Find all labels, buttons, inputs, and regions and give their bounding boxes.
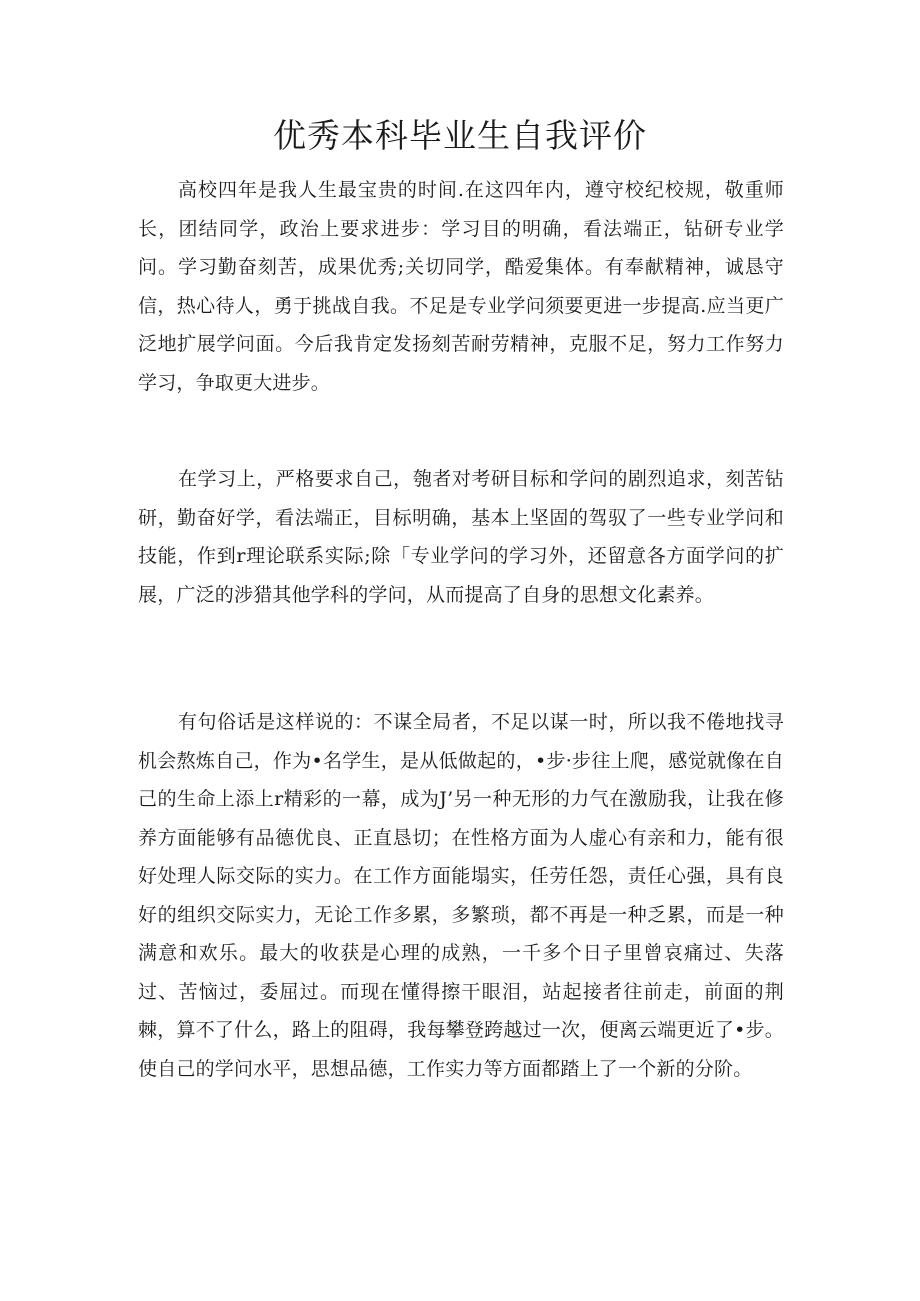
paragraph-1: 高校四年是我人生最宝贵的时间.在这四年内，遵守校纪校规，敬重师长，团结同学，政治上要求进步：学习目的明确，看法端正，钻研专业学问。学习勤奋刻苦，成果优秀;关切同学，酷爱集体。有奉献精神，诚恳守信，热心待人，勇于挑战自我。不足是专业学问须要更进一步提高.应当更广泛地扩展学问面。今后我肯定发扬刻苦耐劳精神，克服不足，努力工作努力学习，争取更大进步。	[138, 179, 784, 394]
document-title: 优秀本科毕业生自我评价	[273, 116, 647, 155]
paragraph-3: 有句俗话是这样说的：不谋全局者，不足以谋一时，所以我不倦地找寻机会熬炼自己，作为•名学生，是从低做起的，•步·步往上爬，感觉就像在自己的生命上添上r精彩的一幕，成为J’另一种无形的力气在激励我，让我在修养方面能够有品德优良、正直恳切；在性格方面为人虚心有亲和力，能有很好处理人际交际的实力。在工作方面能塌实，任劳任怨，责任心强，具有良好的组织交际实力，无论工作多累，多繁琐，都不再是一种乏累，而是一种满意和欢乐。最大的收获是心理的成熟，一千多个日子里曾哀痛过、失落过、苦恼过，委屈过。而现在懂得擦干眼泪，站起接者往前走，前面的荆棘，算不了什么，路上的阻碍，我每攀登跨越过一次，便离云端更近了•步。使自己的学问水平，思想品德，工作实力等方面都踏上了一个新的分阶。	[138, 711, 784, 1080]
paragraph-2: 在学习上，严格要求自己，匏者对考研目标和学问的剧烈追求，刻苦钻研，勤奋好学，看法端正，目标明确，基本上坚固的驾驭了一些专业学问和技能，作到r理论联系实际;除「专业学问的学习外，还留意各方面学问的扩展，广泛的涉猎其他学科的学问，从而提高了自身的思想文化素养。	[138, 468, 784, 606]
